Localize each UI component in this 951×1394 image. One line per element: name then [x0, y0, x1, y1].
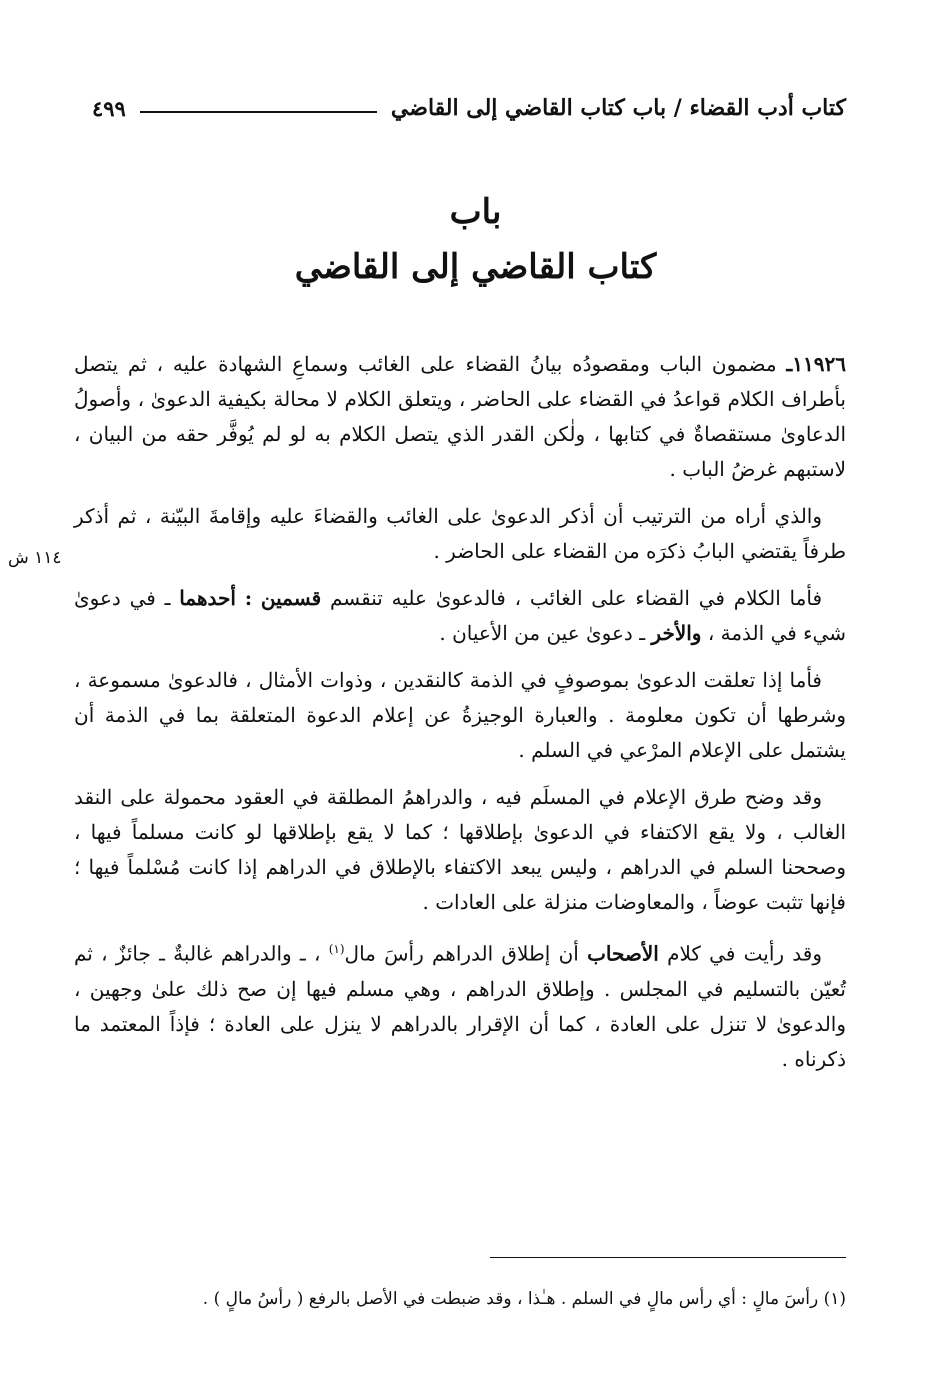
paragraph-text: ـ دعوىٰ عين من الأعيان .	[439, 621, 646, 645]
paragraph	[74, 499, 846, 569]
paragraph-number: ١١٩٢٦ـ	[786, 352, 846, 376]
paragraph-text: أن إطلاق الدراهم رأسَ مال	[344, 941, 579, 966]
chapter-title	[0, 186, 951, 296]
footnote-separator	[490, 1257, 846, 1258]
paragraph-text: والذي أراه من الترتيب أن أذكر الدعوىٰ على الغائب والقضاءَ عليه وإقامةَ البيّنة ، ثم أذكر طرفاً يقتضي البابُ ذكرَه من القضاء على الحاضر .	[74, 504, 846, 563]
chapter-heading: كتاب القاضي إلى القاضي	[294, 247, 657, 287]
paragraph-text: وقد وضح طرق الإعلام في المسلَم فيه ، والدراهمُ المطلقة في العقود محمولة على النقد الغالب ، ولا يقع الاكتفاء في الدعوىٰ بإطلاقها ؛ كما لا يقع بإطلاقها لو كانت مسلماً فيها ، وصححنا السلم في الدراهم ، وليس يبعد الاكتفاء بالإطلاق في الدراهم إذا كانت مُسْلماً فيها ؛ فإنها تثبت عوضاً ، والمعاوضات منزلة على العادات .	[74, 785, 846, 914]
header-rule	[140, 111, 377, 113]
footnote-marker: (١)	[823, 1289, 846, 1309]
page-number: ٤٩٩	[92, 95, 126, 121]
running-header	[92, 88, 846, 128]
paragraph-text: فأما الكلام في القضاء على الغائب ، فالدعوىٰ عليه تنقسم	[329, 586, 823, 610]
chapter-label: باب	[449, 192, 502, 232]
bold-term: أحدهما	[179, 586, 236, 610]
bold-term: قسمين	[260, 586, 322, 610]
paragraph	[74, 581, 846, 651]
paragraph	[74, 663, 846, 768]
colon: :	[244, 586, 253, 610]
paragraph-text: وقد رأيت في كلام	[667, 941, 822, 966]
paragraph-text: مضمون الباب ومقصودُه بيانُ القضاء على الغائب وسماعِ الشهادة عليه ، ثم يتصل بأطراف الكلام قواعدُ في القضاء على الحاضر ، ويتعلق الكلام لا محالة بكيفية الدعوىٰ ، وأصولُ الدعاوىٰ مستقصاةٌ في كتابها ، ولٰكن القدر الذي يتصل الكلام به لو لم يُوفَّر حقه من البيان ، لاستبهم غرضُ الباب .	[74, 352, 846, 481]
paragraph	[74, 347, 846, 487]
paragraph-text: فأما إذا تعلقت الدعوىٰ بموصوفٍ في الذمة كالنقدين ، وذوات الأمثال ، فالدعوىٰ مسموعة ، وشرطها أن تكون معلومة . والعبارة الوجيزةُ عن إعلام الدعوة المتعلقة بما في الذمة أن يشتمل على الإعلام المرْعي في السلم .	[74, 668, 846, 762]
bold-term: والأخر	[651, 621, 702, 645]
paragraph-text: ، ـ والدراهم غالبةٌ ـ جائزٌ ، ثم تُعيّن بالتسليم في المجلس . وإطلاق الدراهم ، وهي مسلم فيها إن صح ذلك علىٰ وجهين ، والدعوىٰ لا تنزل على العادة ، كما أن الإقرار بالدراهم لا ينزل على العادة ؛ فإذاً المعتمد ما ذكرناه .	[74, 941, 846, 1071]
footnote-text: رأسَ مالٍ : أي رأس مالٍ في السلم . هـٰذا ، وقد ضبطت في الأصل بالرفع ( رأسُ مالٍ ) .	[202, 1289, 819, 1309]
footnote	[80, 1285, 846, 1313]
footnote-reference[interactable]: (١)	[328, 942, 345, 956]
running-title: كتاب أدب القضاء / باب كتاب القاضي إلى القاضي	[390, 95, 846, 121]
paragraph-text: ـ في دعوىٰ شيء في الذمة ،	[74, 586, 846, 645]
bold-term: الأصحاب	[587, 941, 659, 966]
paragraph	[74, 932, 846, 1077]
margin-note: ١١٤ ش	[8, 548, 62, 568]
paragraph	[74, 780, 846, 920]
main-text	[74, 347, 846, 1089]
